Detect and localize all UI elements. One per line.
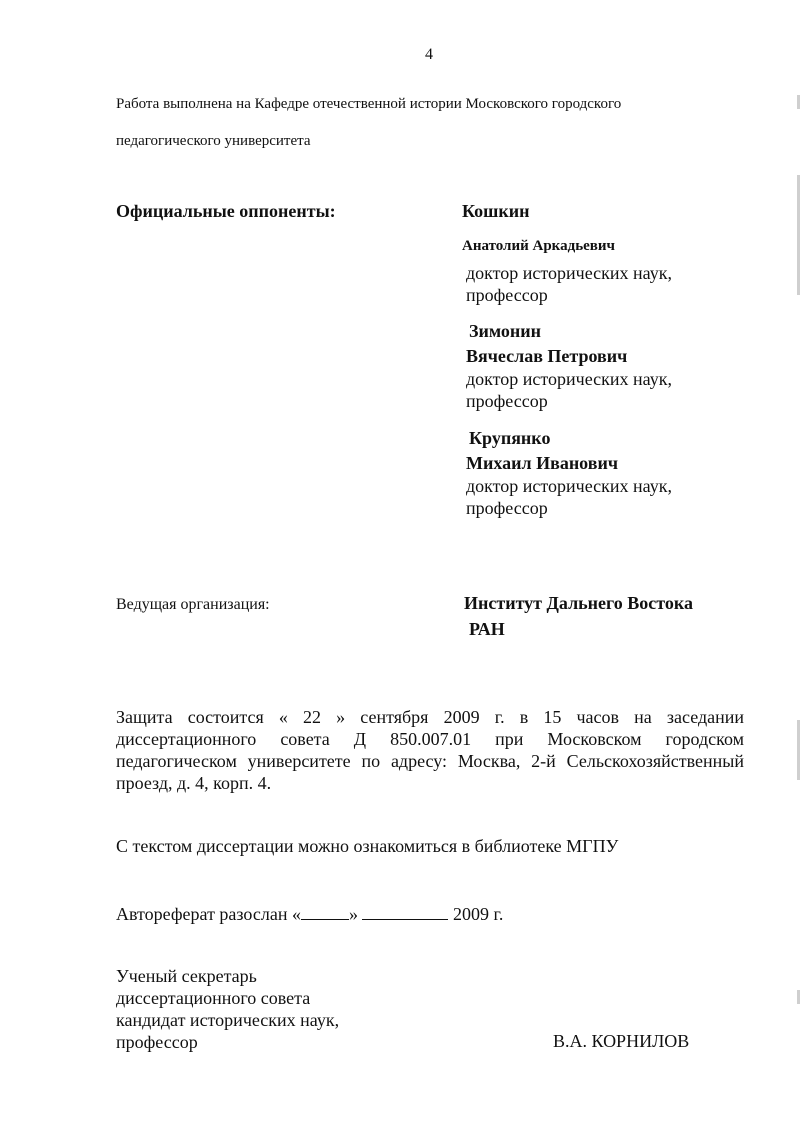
page-number: 4 [425, 46, 433, 63]
abstract-sent-line [116, 901, 503, 925]
secretary-signature-name: В.А. КОРНИЛОВ [553, 1031, 690, 1051]
abstract-sent-suffix: 2009 г. [452, 904, 504, 924]
abstract-sent-middle: » [348, 904, 358, 924]
defense-line: проезд, д. 4, корп. 4. [116, 773, 272, 793]
secretary-line: кандидат исторических наук, [116, 1010, 340, 1030]
intro-line-1: Работа выполнена на Кафедре отечественной истории Московского городского [116, 96, 622, 112]
opponent-title: профессор [466, 391, 548, 411]
opponent-degree: доктор исторических наук, [466, 476, 672, 496]
opponent-surname: Крупянко [469, 428, 551, 448]
defense-paragraph [116, 706, 744, 794]
opponent-degree: доктор исторических наук, [466, 263, 672, 283]
lead-org-label: Ведущая организация: [116, 596, 270, 613]
opponent-given-name: Анатолий Аркадьевич [462, 238, 615, 254]
library-note: С текстом диссертации можно ознакомиться в библиотеке МГПУ [116, 836, 619, 856]
day-blank [301, 901, 349, 920]
opponents-label: Официальные оппоненты: [116, 201, 336, 221]
opponent-given-name: Михаил Иванович [466, 453, 618, 473]
defense-line: диссертационного совета Д 850.007.01 при Московском городском [116, 729, 744, 749]
lead-org-name-line-2: РАН [469, 619, 505, 639]
opponent-degree: доктор исторических наук, [466, 369, 672, 389]
opponent-surname: Зимонин [469, 321, 542, 341]
secretary-line: диссертационного совета [116, 988, 311, 1008]
opponent-title: профессор [466, 285, 548, 305]
lead-org-name-line-1: Институт Дальнего Востока [464, 593, 693, 613]
intro-line-2: педагогического университета [116, 133, 311, 149]
opponent-title: профессор [466, 498, 548, 518]
opponent-surname: Кошкин [462, 201, 530, 221]
defense-line: Защита состоится « 22 » сентября 2009 г. в 15 часов на заседании [116, 707, 744, 727]
month-blank [362, 901, 448, 920]
secretary-line: профессор [116, 1032, 198, 1052]
defense-line: педагогическом университете по адресу: Москва, 2-й Сельскохозяйственный [116, 751, 744, 771]
abstract-sent-prefix: Автореферат разослан « [116, 904, 301, 924]
opponent-given-name: Вячеслав Петрович [466, 346, 628, 366]
secretary-line: Ученый секретарь [116, 966, 257, 986]
secretary-block [116, 965, 339, 1053]
